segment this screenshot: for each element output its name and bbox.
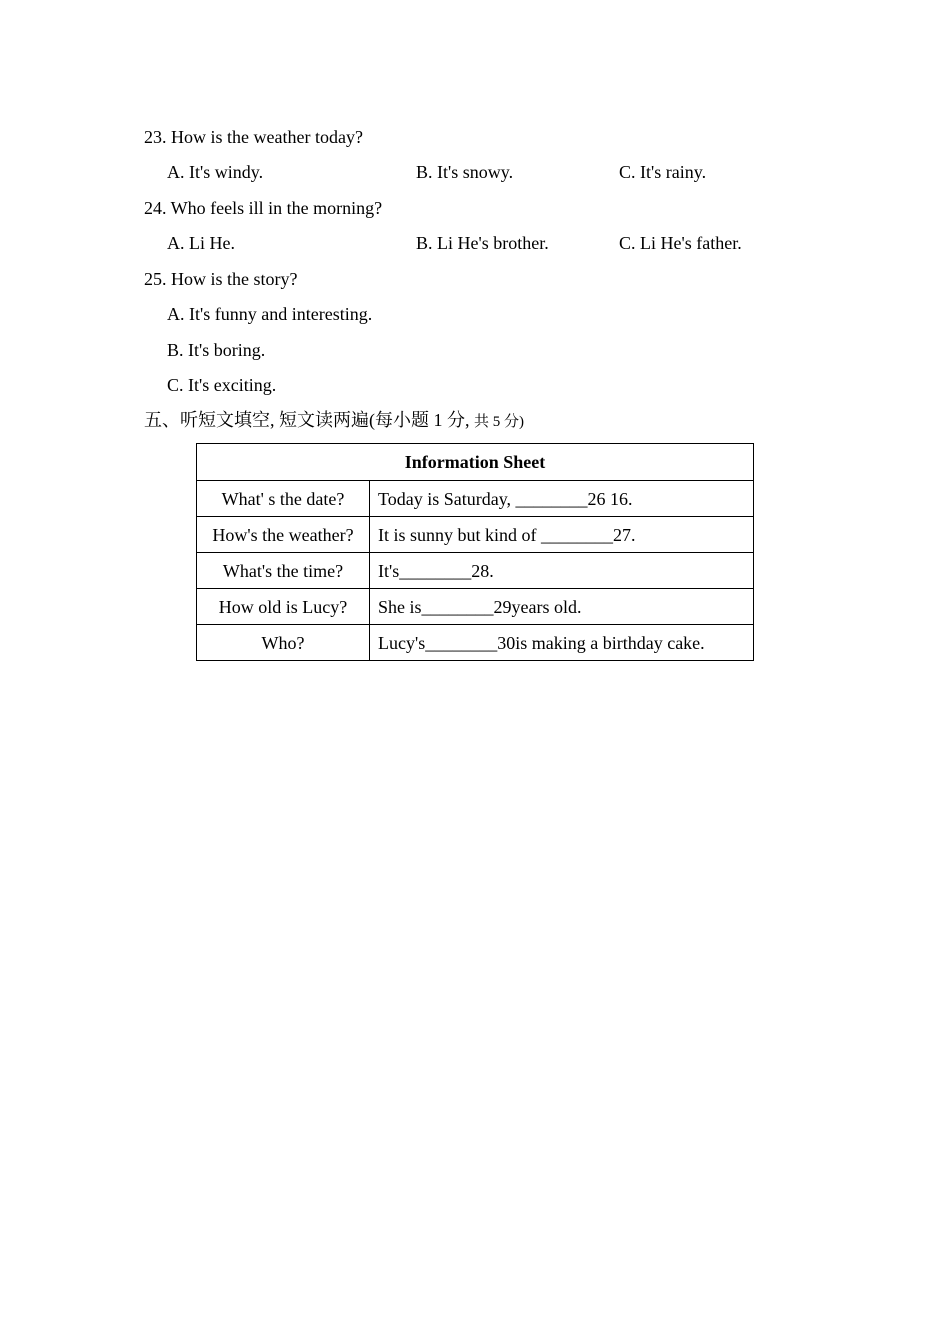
section-heading <box>144 408 524 434</box>
question-24-option-a: A. Li He. <box>167 233 235 253</box>
question-24-option-b: B. Li He's brother. <box>416 233 549 253</box>
table-row <box>197 589 754 625</box>
row-answer: It is sunny but kind of ________27. <box>370 517 754 553</box>
row-question: How old is Lucy? <box>197 589 370 625</box>
question-25-option-a: A. It's funny and interesting. <box>167 304 373 324</box>
section-heading-main: 五、听短文填空, 短文读两遍(每小题 1 分, <box>144 410 470 430</box>
table-row <box>197 517 754 553</box>
question-23-option-c: C. It's rainy. <box>619 162 707 182</box>
row-answer: Today is Saturday, ________26 16. <box>370 481 754 517</box>
question-24-option-c: C. Li He's father. <box>619 233 742 253</box>
table-header-row <box>197 444 754 481</box>
row-answer: She is________29years old. <box>370 589 754 625</box>
table-title: Information Sheet <box>197 444 754 481</box>
table-row <box>197 625 754 661</box>
row-question: What's the time? <box>197 553 370 589</box>
row-question: How's the weather? <box>197 517 370 553</box>
row-answer: Lucy's________30is making a birthday cake. <box>370 625 754 661</box>
table-row <box>197 481 754 517</box>
question-25-prompt: 25. How is the story? <box>144 269 298 289</box>
question-25-option-b: B. It's boring. <box>167 340 266 360</box>
section-heading-score: 共 5 分) <box>474 414 524 430</box>
row-question: What' s the date? <box>197 481 370 517</box>
question-23-prompt: 23. How is the weather today? <box>144 127 363 147</box>
question-23-option-a: A. It's windy. <box>167 162 264 182</box>
question-24-prompt: 24. Who feels ill in the morning? <box>144 198 383 218</box>
question-23-option-b: B. It's snowy. <box>416 162 514 182</box>
table-row <box>197 553 754 589</box>
information-sheet-table <box>196 443 754 661</box>
row-question: Who? <box>197 625 370 661</box>
question-25-option-c: C. It's exciting. <box>167 375 277 395</box>
row-answer: It's________28. <box>370 553 754 589</box>
